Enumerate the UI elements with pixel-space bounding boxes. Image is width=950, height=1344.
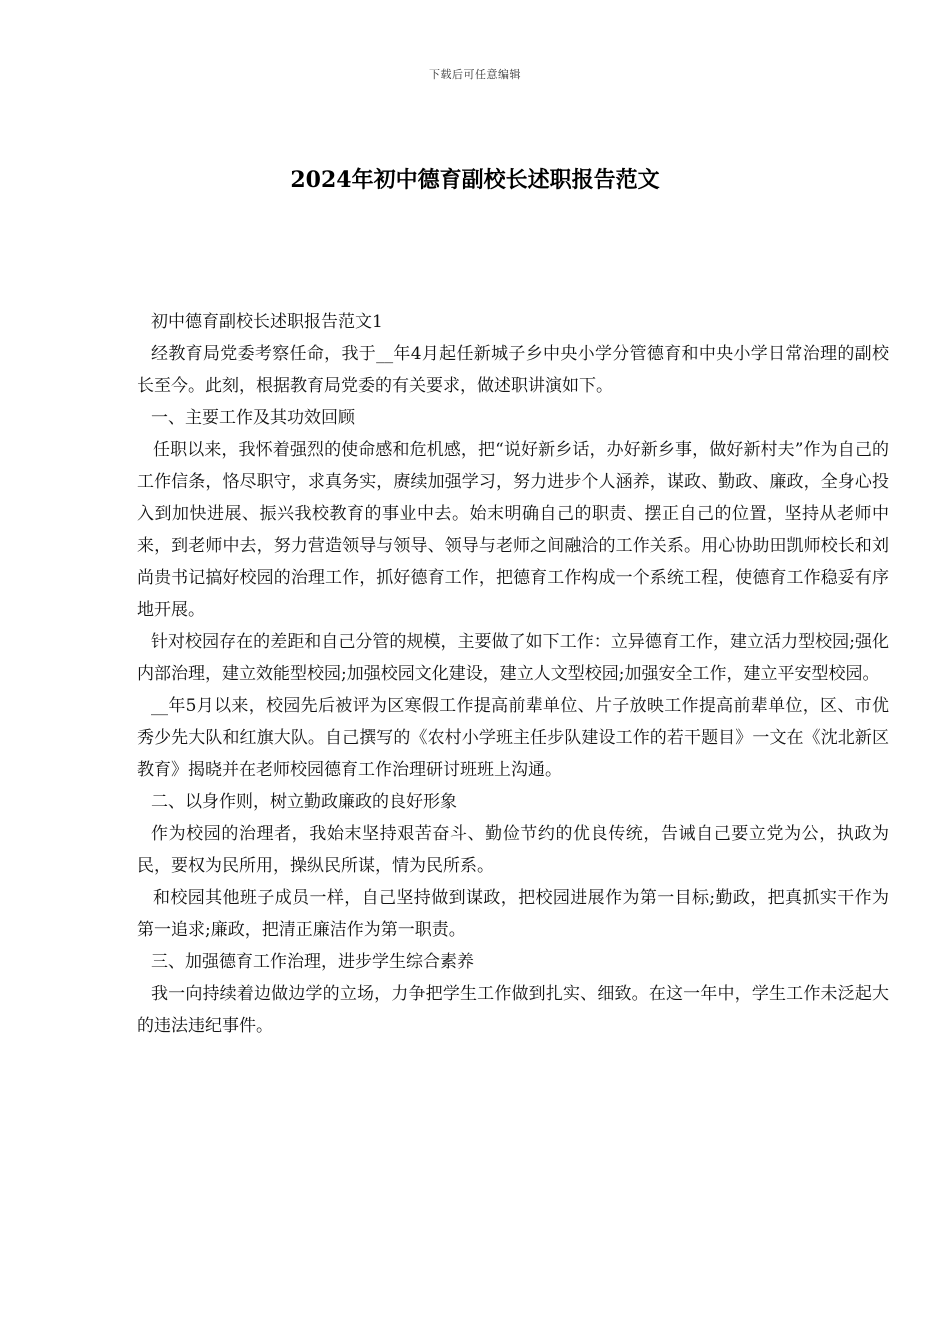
paragraph: 针对校园存在的差距和自己分管的规模，主要做了如下工作：立异德育工作，建立活力型校园;强化内部治理，建立效能型校园;加强校园文化建设，建立人文型校园;加强安全工作，建立平安型校园。: [137, 632, 889, 684]
section-heading: 初中德育副校长述职报告范文1: [151, 312, 383, 332]
paragraph: 任职以来，我怀着强烈的使命感和危机感，把“说好新乡话，办好新乡事，做好新村夫”作为自己的工作信条，恪尽职守，求真务实，赓续加强学习，努力进步个人涵养，谋政、勤政、廉政，全身心投入到加快进展、振兴我校教育的事业中去。始末明确自己的职责、摆正自己的位置，坚持从老师中来，到老师中去，努力营造领导与领导、领导与老师之间融洽的工作关系。用心协助田凯师校长和刘尚贵书记搞好校园的治理工作，抓好德育工作，把德育工作构成一个系统工程，使德育工作稳妥有序地开展。: [137, 440, 889, 620]
section-heading: 二、以身作则，树立勤政廉政的良好形象: [151, 792, 457, 812]
paragraph: 和校园其他班子成员一样，自己坚持做到谋政，把校园进展作为第一目标;勤政，把真抓实干作为第一追求;廉政，把清正廉洁作为第一职责。: [137, 888, 889, 940]
section-heading: 一、主要工作及其功效回顾: [151, 408, 355, 428]
document-title: 2024年初中德育副校长述职报告范文: [290, 167, 660, 193]
paragraph: 我一向持续着边做边学的立场，力争把学生工作做到扎实、细致。在这一年中，学生工作未泛起大的违法违纪事件。: [137, 984, 889, 1036]
paragraph: 作为校园的治理者，我始末坚持艰苦奋斗、勤俭节约的优良传统，告诫自己要立党为公，执政为民，要权为民所用，操纵民所谋，情为民所系。: [137, 824, 889, 876]
section-heading: 三、加强德育工作治理，进步学生综合素养: [151, 952, 474, 972]
paragraph: 经教育局党委考察任命，我于__年4月起任新城子乡中央小学分管德育和中央小学日常治理的副校长至今。此刻，根据教育局党委的有关要求，做述职讲演如下。: [137, 344, 889, 396]
header-note: 下载后可任意编辑: [429, 68, 521, 81]
document-body: [137, 306, 889, 1042]
paragraph: __年5月以来，校园先后被评为区寒假工作提高前辈单位、片子放映工作提高前辈单位，区、市优秀少先大队和红旗大队。自己撰写的《农村小学班主任步队建设工作的若干题目》一文在《沈北新区教育》揭晓并在老师校园德育工作治理研讨班班上沟通。: [137, 696, 889, 780]
